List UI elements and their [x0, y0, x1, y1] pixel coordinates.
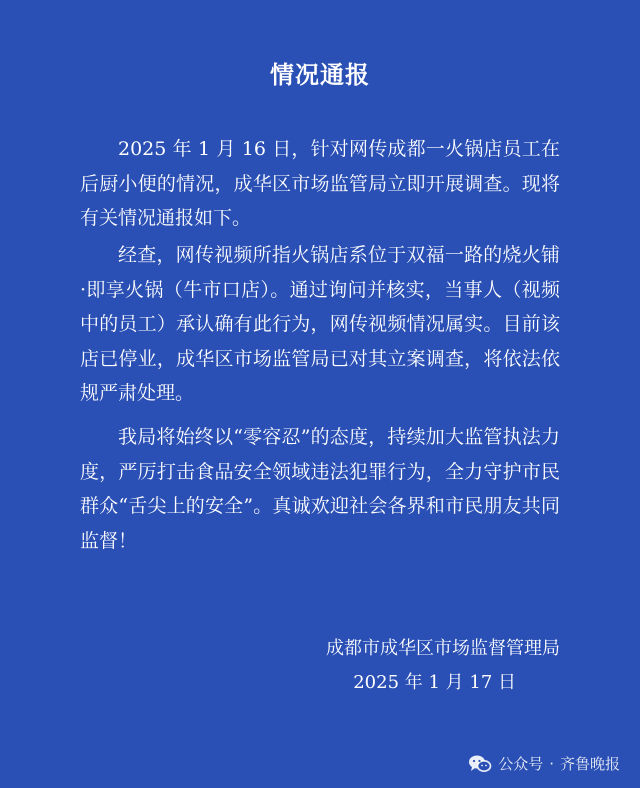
wechat-icon: [468, 754, 492, 774]
signature-org: 成都市成华区市场监督管理局: [326, 638, 560, 659]
watermark-separator: ·: [549, 754, 554, 773]
paragraph-3: 我局将始终以“零容忍”的态度，持续加大监管执法力度，严厉打击食品安全领域违法犯罪行为，全力守护市民群众“舌尖上的安全”。真诚欢迎社会各界和市民朋友共同监督！: [80, 426, 560, 552]
paragraph-1: 2025 年 1 月 16 日，针对网传成都一火锅店员工在后厨小便的情况，成华区市场监管局立即开展调查。现将有关情况通报如下。: [80, 138, 560, 229]
notice-title: 情况通报: [270, 60, 370, 89]
watermark-account: 齐鲁晚报: [559, 755, 620, 773]
paragraph-2: 经查，网传视频所指火锅店系位于双福一路的烧火铺·即享火锅（牛市口店）。通过询问并核实，当事人（视频中的员工）承认确有此行为，网传视频情况属实。目前该店已停业，成华区市场监管局已对其立案调查，将依法依规严肃处理。: [80, 244, 560, 404]
signature-block: [326, 632, 560, 700]
signature-date: 2025 年 1 月 17 日: [353, 672, 516, 693]
watermark-platform: 公众号: [498, 755, 544, 773]
watermark: [468, 753, 620, 774]
